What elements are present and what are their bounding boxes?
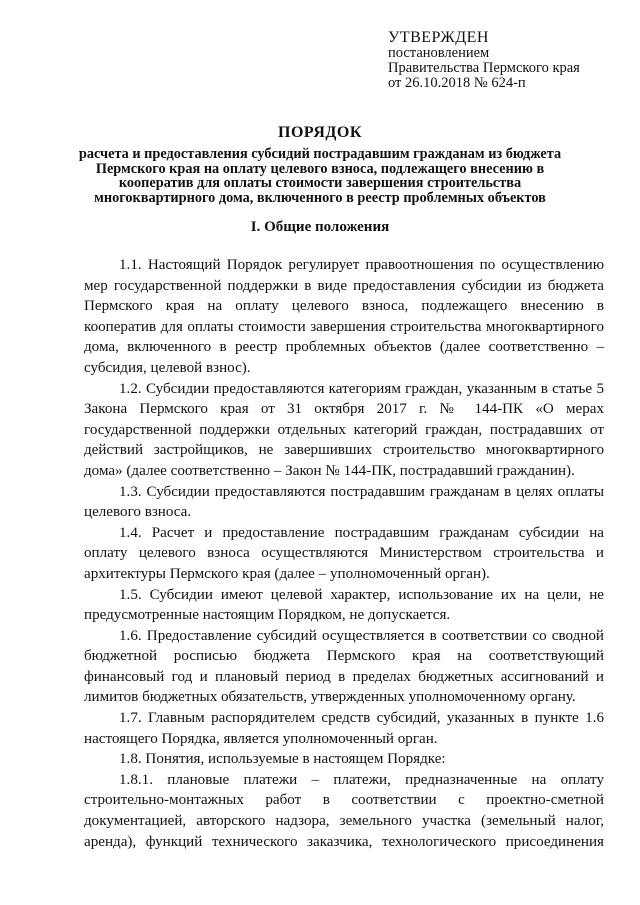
document-body (84, 255, 604, 852)
paragraph-1-7: 1.7. Главным распорядителем средств субсидий, указанных в пункте 1.6 настоящего Порядка, является уполномоченный орган. (84, 710, 604, 747)
paragraph-1-2: 1.2. Субсидии предоставляются категориям граждан, указанным в статье 5 Закона Пермского края от 31 октября 2017 г. № 144-ПК «О мерах государственной поддержки отдельных категорий граждан, пострадавших от действий застройщиков, не завершивших строительство многоквартирного дома» (далее соответственно – Закон № 144-ПК, пострадавший гражданин). (84, 380, 604, 479)
approval-line-3: Правительства Пермского края (388, 60, 580, 76)
paragraph-1-8: 1.8. Понятия, используемые в настоящем Порядке: (119, 751, 446, 768)
approval-line-4: от 26.10.2018 № 624-п (388, 75, 526, 91)
document-subtitle: расчета и предоставления субсидий пострадавшим гражданам из бюджета Пермского края на оплату целевого взноса, подлежащего внесению в кооператив для оплаты стоимости завершения строительства многоквартирного дома, включенного в реестр проблемных объектов (78, 146, 562, 206)
approval-line-2: постановлением (388, 45, 490, 61)
paragraph-1-4: 1.4. Расчет и предоставление пострадавшим гражданам субсидии на оплату целевого взноса осуществляются Министерством строительства и архитектуры Пермского края (далее – уполномоченный орган). (84, 524, 604, 582)
document-title: ПОРЯДОК (278, 124, 362, 141)
approval-line-1: УТВЕРЖДЕН (388, 29, 489, 46)
section-heading: I. Общие положения (250, 219, 390, 235)
paragraph-1-3: 1.3. Субсидии предоставляются пострадавшим гражданам в целях оплаты целевого взноса. (84, 483, 604, 521)
paragraph-1-5: 1.5. Субсидии имеют целевой характер, использование их на цели, не предусмотренные настоящим Порядком, не допускается. (84, 586, 604, 624)
approval-stamp (388, 30, 580, 91)
paragraph-1-1: 1.1. Настоящий Порядок регулирует правоотношения по осуществлению мер государственной поддержки в виде предоставления субсидии из бюджета Пермского края на оплату целевого взноса, подлежащего внесению в кооператив для оплаты стоимости завершения строительства многоквартирного дома, включенного в реестр проблемных объектов (далее соответственно – субсидия, целевой взнос). (84, 257, 604, 376)
paragraph-1-8-1: 1.8.1. плановые платежи – платежи, предназначенные на оплату строительно-монтажных работ в соответствии с проектно-сметной документацией, авторского надзора, земельного участка (земельный налог, аренда), функций технического заказчика, технологического присоединения (84, 771, 604, 850)
paragraph-1-6: 1.6. Предоставление субсидий осуществляется в соответствии со сводной бюджетной росписью бюджета Пермского края на соответствующий финансовый год и плановый период в пределах бюджетных ассигнований и лимитов бюджетных обязательств, утвержденных уполномоченному органу. (84, 627, 604, 706)
